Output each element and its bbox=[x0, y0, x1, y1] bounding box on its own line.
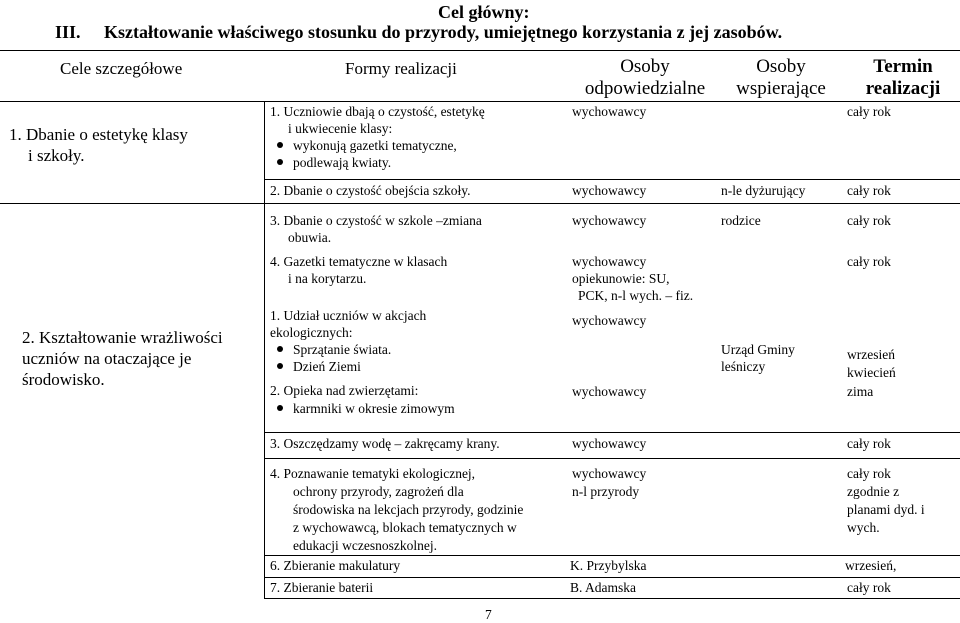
row-5-form-line-2: ekologicznych: bbox=[270, 325, 353, 340]
row-7-term-2: zgodnie z bbox=[847, 484, 900, 499]
border-header-bottom bbox=[0, 101, 960, 102]
row-5-form-line-1: 1. Udział uczniów w akcjach bbox=[270, 308, 427, 323]
goal-1-line-2: i szkoły. bbox=[28, 146, 85, 165]
page-number: 7 bbox=[485, 607, 492, 622]
row-4-term: cały rok bbox=[847, 254, 891, 269]
row-8-term: wrzesień, bbox=[845, 558, 897, 573]
row-3-form-line-1: 3. Dbanie o czystość w szkole –zmiana bbox=[270, 213, 482, 228]
row-2-wsp: n-le dyżurujący bbox=[721, 183, 806, 198]
row-6-odp: wychowawcy bbox=[572, 436, 647, 451]
row-7-form-line-2: ochrony przyrody, zagrożeń dla bbox=[293, 484, 464, 499]
col-header-wsp-2: wspierające bbox=[736, 78, 826, 99]
row-7-term-1: cały rok bbox=[847, 466, 891, 481]
row-7-odp-2: n-l przyrody bbox=[572, 484, 640, 499]
row-1-odp: wychowawcy bbox=[572, 104, 647, 119]
row-7-form-line-3: środowiska na lekcjach przyrody, godzinie bbox=[293, 502, 524, 517]
row-9-odp: B. Adamska bbox=[570, 580, 636, 595]
bullet-icon bbox=[277, 363, 283, 369]
border-row6-top bbox=[264, 432, 960, 433]
row-1-bullet-1: wykonują gazetki tematyczne, bbox=[293, 138, 457, 153]
row-5-wsp-1: Urząd Gminy bbox=[721, 342, 795, 357]
border-row1 bbox=[264, 179, 960, 180]
row-2-form: 2. Dbanie o czystość obejścia szkoły. bbox=[270, 183, 471, 198]
row-5-term-3: zima bbox=[847, 384, 874, 399]
row-1-form-line-1: 1. Uczniowie dbają o czystość, estetykę bbox=[270, 104, 485, 119]
row-6-form: 3. Oszczędzamy wodę – zakręcamy krany. bbox=[270, 436, 500, 451]
row-5-bullet-3: karmniki w okresie zimowym bbox=[293, 401, 455, 416]
col-header-wsp-1: Osoby bbox=[756, 56, 806, 77]
row-5-term-1: wrzesień bbox=[847, 347, 895, 362]
bullet-icon bbox=[277, 159, 283, 165]
bullet-icon bbox=[277, 405, 283, 411]
row-5-odp-1: wychowawcy bbox=[572, 313, 647, 328]
row-4-form-line-2: i na korytarzu. bbox=[288, 271, 367, 286]
col-header-term-1: Termin bbox=[873, 56, 933, 77]
bullet-icon bbox=[277, 346, 283, 352]
row-5-wsp-2: leśniczy bbox=[721, 359, 766, 374]
heading-roman-numeral: III. bbox=[55, 22, 81, 42]
row-8-odp: K. Przybylska bbox=[570, 558, 647, 573]
row-3-form-line-2: obuwia. bbox=[288, 230, 332, 245]
row-4-form-line-1: 4. Gazetki tematyczne w klasach bbox=[270, 254, 448, 269]
bullet-icon bbox=[277, 142, 283, 148]
row-4-odp-line-1: wychowawcy bbox=[572, 254, 647, 269]
row-2-term: cały rok bbox=[847, 183, 891, 198]
goal-2-line-1: 2. Kształtowanie wrażliwości bbox=[22, 328, 223, 347]
col-header-formy: Formy realizacji bbox=[345, 59, 457, 78]
row-6-term: cały rok bbox=[847, 436, 891, 451]
row-8-form: 6. Zbieranie makulatury bbox=[270, 558, 401, 573]
goal-2-line-3: środowisko. bbox=[22, 370, 105, 389]
row-3-wsp: rodzice bbox=[721, 213, 761, 228]
col-divider bbox=[264, 101, 265, 598]
row-3-odp: wychowawcy bbox=[572, 213, 647, 228]
border-row7-top bbox=[264, 458, 960, 459]
row-2-odp: wychowawcy bbox=[572, 183, 647, 198]
col-header-term-2: realizacji bbox=[865, 78, 941, 99]
goal-1-line-1: 1. Dbanie o estetykę klasy bbox=[9, 125, 188, 144]
border-row8-top bbox=[264, 555, 960, 556]
row-5-odp-2: wychowawcy bbox=[572, 384, 647, 399]
row-1-term: cały rok bbox=[847, 104, 891, 119]
col-header-odp-2: odpowiedzialne bbox=[584, 78, 706, 99]
row-3-term: cały rok bbox=[847, 213, 891, 228]
row-9-term: cały rok bbox=[847, 580, 891, 595]
row-4-odp-line-2: opiekunowie: SU, bbox=[572, 271, 670, 286]
goal-2-line-2: uczniów na otaczające je bbox=[22, 349, 192, 368]
row-7-form-line-1: 4. Poznawanie tematyki ekologicznej, bbox=[270, 466, 476, 481]
row-7-term-3: planami dyd. i bbox=[847, 502, 925, 517]
border-bottom bbox=[264, 598, 960, 599]
row-7-form-line-4: z wychowawcą, blokach tematycznych w bbox=[293, 520, 517, 535]
border-row9-top bbox=[264, 577, 960, 578]
row-5-bullet-1: Sprzątanie świata. bbox=[293, 342, 392, 357]
row-7-term-4: wych. bbox=[847, 520, 880, 535]
col-header-odp-1: Osoby bbox=[620, 56, 670, 77]
row-5-term-2: kwiecień bbox=[847, 365, 896, 380]
row-1-form-line-2: i ukwiecenie klasy: bbox=[288, 121, 393, 136]
row-7-odp-1: wychowawcy bbox=[572, 466, 647, 481]
border-top bbox=[0, 50, 960, 51]
row-9-form: 7. Zbieranie baterii bbox=[270, 580, 374, 595]
heading-line-1: Cel główny: bbox=[438, 2, 530, 22]
border-goal1-bottom bbox=[0, 203, 960, 204]
row-5-bullet-2: Dzień Ziemi bbox=[293, 359, 361, 374]
row-4-odp-line-3: PCK, n-l wych. – fiz. bbox=[578, 288, 694, 303]
row-1-bullet-2: podlewają kwiaty. bbox=[293, 155, 392, 170]
col-header-cele: Cele szczegółowe bbox=[60, 59, 183, 78]
row-5-form-line-3: 2. Opieka nad zwierzętami: bbox=[270, 383, 419, 398]
heading-line-2: Kształtowanie właściwego stosunku do przyrody, umiejętnego korzystania z jej zasobów. bbox=[104, 22, 783, 42]
row-7-form-line-5: edukacji wczesnoszkolnej. bbox=[293, 538, 437, 553]
